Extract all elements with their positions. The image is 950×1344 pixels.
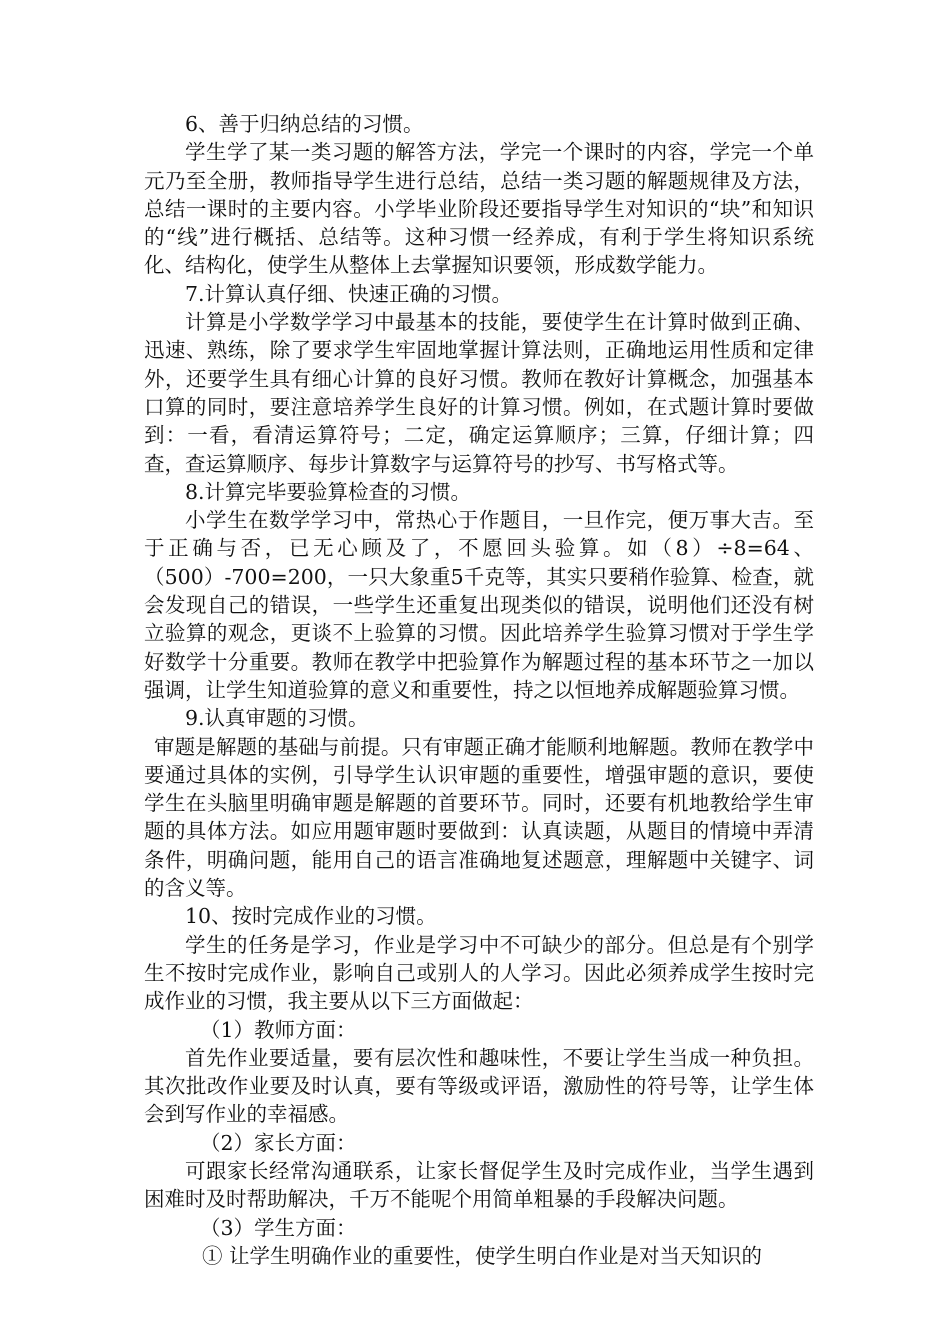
paragraph-parents: 可跟家长经常沟通联系，让家长督促学生及时完成作业，当学生遇到困难时及时帮助解决，千万不能呢个用简单粗暴的手段解决问题。 bbox=[144, 1158, 814, 1212]
paragraph-calculation-habit: 计算是小学数学学习中最基本的技能，要使学生在计算时做到正确、迅速、熟练，除了要求学生牢固地掌握计算法则，正确地运用性质和定律外，还要学生具有细心计算的良好习惯。教师在教好计算概念，加强基本口算的同时，要注意培养学生良好的计算习惯。例如，在式题计算时要做到：一看，看清运算符号；二定，确定运算顺序；三算，仔细计算；四查，查运算顺序、每步计算数字与运算符号的抄写、书写格式等。 bbox=[144, 310, 814, 476]
subheading-teacher: （1）教师方面： bbox=[200, 1017, 357, 1042]
document-body bbox=[144, 110, 814, 1270]
heading-10: 10、按时完成作业的习惯。 bbox=[185, 904, 437, 929]
paragraph-summary-habit: 学生学了某一类习题的解答方法，学完一个课时的内容，学完一个单元乃至全册，教师指导学生进行总结，总结一类习题的解题规律及方法，总结一课时的主要内容。小学毕业阶段还要指导学生对知识的“块”和知识的“线”进行概括、总结等。这种习惯一经养成，有利于学生将知识系统化、结构化，使学生从整体上去掌握知识要领，形成数学能力。 bbox=[144, 140, 814, 278]
paragraph-homework-habit: 学生的任务是学习，作业是学习中不可缺少的部分。但总是有个别学生不按时完成作业，影响自己或别人的人学习。因此必须养成学生按时完成作业的习惯，我主要从以下三方面做起： bbox=[144, 932, 814, 1014]
paragraph-reading-habit: 审题是解题的基础与前提。只有审题正确才能顺利地解题。教师在教学中要通过具体的实例，引导学生认识审题的重要性，增强审题的意识，要使学生在头脑里明确审题是解题的首要环节。同时，还要有机地教给学生审题的具体方法。如应用题审题时要做到：认真读题，从题目的情境中弄清条件，明确问题，能用自己的语言准确地复述题意，理解题中关键字、词的含义等。 bbox=[144, 734, 814, 901]
subheading-parents: （2）家长方面： bbox=[200, 1130, 357, 1155]
paragraph-students-item-1: ① 让学生明确作业的重要性，使学生明白作业是对当天知识的 bbox=[202, 1243, 763, 1268]
paragraph-checking-habit: 小学生在数学学习中，常热心于作题目，一旦作完，便万事大吉。至于正确与否，已无心顾及了，不愿回头验算。如（8）÷8=64、（500）-700=200，一只大象重5千克等，其实只要稍作验算、检查，就会发现自己的错误，一些学生还重复出现类似的错误，说明他们还没有树立验算的观念，更谈不上验算的习惯。因此培养学生验算习惯对于学生学好数学十分重要。教师在教学中把验算作为解题过程的基本环节之一加以强调，让学生知道验算的意义和重要性，持之以恒地养成解题验算习惯。 bbox=[144, 508, 814, 702]
paragraph-teacher: 首先作业要适量，要有层次性和趣味性，不要让学生当成一种负担。其次批改作业要及时认真，要有等级或评语，激励性的符号等，让学生体会到写作业的幸福感。 bbox=[144, 1045, 814, 1127]
heading-9: 9.认真审题的习惯。 bbox=[185, 706, 369, 731]
heading-6: 6、善于归纳总结的习惯。 bbox=[185, 112, 424, 136]
heading-8: 8.计算完毕要验算检查的习惯。 bbox=[185, 479, 472, 504]
heading-7: 7.计算认真仔细、快速正确的习惯。 bbox=[185, 281, 513, 306]
subheading-students: （3）学生方面： bbox=[200, 1215, 357, 1240]
